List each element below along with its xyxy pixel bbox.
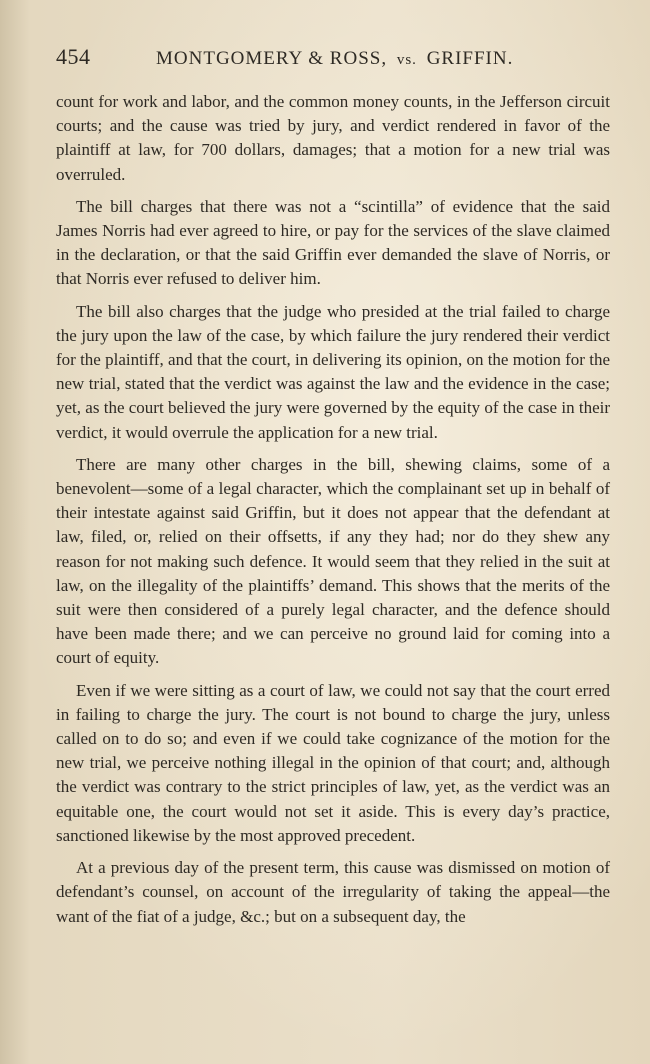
paragraph: count for work and labor, and the common money counts, in the Jefferson circuit courts; and the cause was tried by jury, and verdict rendered in favor of the plaintiff at law, for 700 dollars, damages; that a motion for a new trial was overruled. bbox=[56, 92, 610, 184]
paragraph: The bill also charges that the judge who presided at the trial failed to charge the jury upon the law of the case, by which failure the jury rendered their verdict for the plaintiff, and that the court, in delivering its opinion, on the motion for the new trial, stated that the verdict was against the law and the evidence in the case; yet, as the court believed the jury were governed by the equity of the case in their verdict, it would overrule the application for a new trial. bbox=[56, 301, 610, 442]
paragraph: There are many other charges in the bill, shewing claims, some of a benevolent—some of a legal character, which the complainant set up in behalf of their intestate against said Griffin, but it does not appear that the defendant at law, filed, or, relied on their offsetts, if any they had; nor do they shew any reason for not making such defence. It would seem that they relied in the suit at law, on the illegality of the plaintiffs’ demand. This shows that the merits of the suit were then considered of a purely legal character, and the defence should have been made there; and we can perceive no ground laid for coming into a court of equity. bbox=[56, 454, 610, 668]
title-left: MONTGOMERY & ROSS, bbox=[156, 48, 388, 69]
paragraph: The bill charges that there was not a “scintilla” of evidence that the said James Norris had ever agreed to hire, or pay for the services of the slave claimed in the declaration, or that the said Griffin ever demanded the slave of Norris, or that Norris ever refused to deliver him. bbox=[56, 196, 610, 289]
title-right: GRIFFIN. bbox=[426, 48, 514, 69]
body-text bbox=[56, 90, 610, 929]
paragraph: Even if we were sitting as a court of law, we could not say that the court erred in failing to charge the jury. The court is not bound to charge the jury, unless called on to do so; and even if we could take cognizance of the motion for the new trial, we perceive nothing illegal in the opinion of that court; and, although the verdict was contrary to the strict principles of law, yet, as the verdict was an equitable one, the court would not set it aside. This is every day’s practice, sanctioned likewise by the most approved precedent. bbox=[56, 680, 610, 845]
running-title bbox=[156, 48, 513, 70]
paragraph: At a previous day of the present term, this cause was dismissed on motion of defendant’s counsel, on account of the irregularity of taking the appeal—the want of the fiat of a judge, &c.; but on a subsequent day, the bbox=[56, 858, 610, 926]
running-header bbox=[56, 44, 610, 84]
page-number: 454 bbox=[56, 44, 91, 69]
title-vs: vs. bbox=[396, 52, 417, 68]
